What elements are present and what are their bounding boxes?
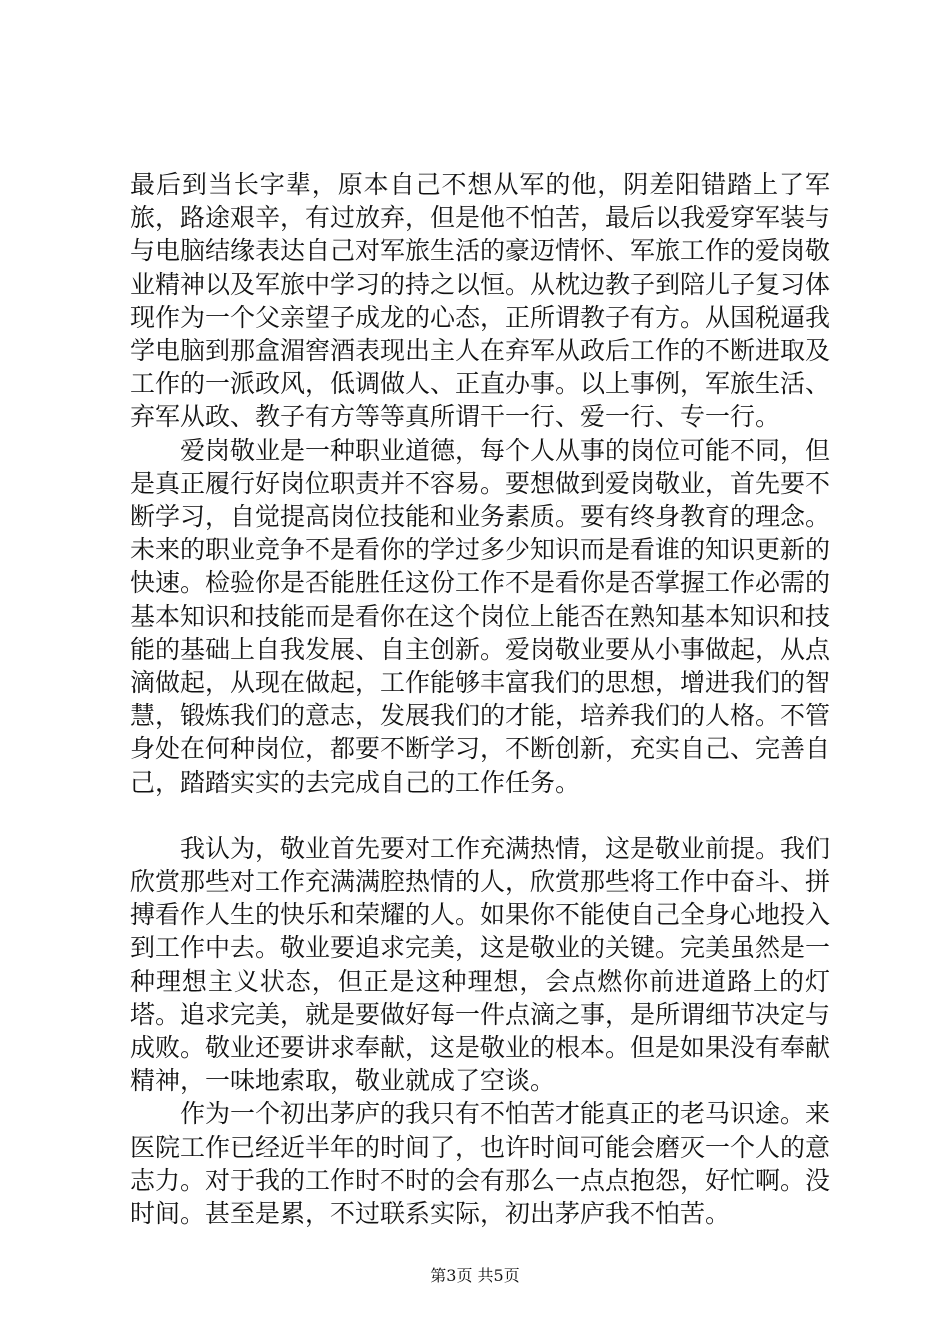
paragraph-4: 作为一个初出茅庐的我只有不怕苦才能真正的老马识途。来医院工作已经近半年的时间了，也许时间可能会磨灭一个人的意志力。对于我的工作时不时的会有那么一点点抱怨，好忙啊。没时间。甚至是累，不过联系实际，初出茅庐我不怕苦。 xyxy=(130,1099,831,1229)
paragraph-2: 爱岗敬业是一种职业道德，每个人从事的岗位可能不同，但是真正履行好岗位职责并不容易。要想做到爱岗敬业，首先要不断学习，自觉提高岗位技能和业务素质。要有终身教育的理念。未来的职业竞争不是看你的学过多少知识而是看谁的知识更新的快速。检验你是否能胜任这份工作不是看你是否掌握工作必需的基本知识和技能而是看你在这个岗位上能否在熟知基本知识和技能的基础上自我发展、自主创新。爱岗敬业要从小事做起，从点滴做起，从现在做起，工作能够丰富我们的思想，增进我们的智慧，锻炼我们的意志，发展我们的才能，培养我们的人格。不管身处在何种岗位，都要不断学习，不断创新，充实自己、完善自己，踏踏实实的去完成自己的工作任务。 xyxy=(130,435,831,797)
page-footer: 第3页 共5页 xyxy=(430,1266,520,1285)
document-body xyxy=(130,168,830,1230)
paragraph-gap xyxy=(130,799,830,832)
paragraph-1: 最后到当长字辈，原本自己不想从军的他，阴差阳错踏上了军旅，路途艰辛，有过放弃，但是他不怕苦，最后以我爱穿军装与与电脑结缘表达自己对军旅生活的豪迈情怀、军旅工作的爱岗敬业精神以及军旅中学习的持之以恒。从枕边教子到陪儿子复习体现作为一个父亲望子成龙的心态，正所谓教子有方。从国税逼我学电脑到那盒湄窖酒表现出主人在弃军从政后工作的不断进取及工作的一派政风，低调做人、正直办事。以上事例，军旅生活、弃军从政、教子有方等等真所谓干一行、爱一行、专一行。 xyxy=(130,170,831,432)
paragraph-3: 我认为，敬业首先要对工作充满热情，这是敬业前提。我们欣赏那些对工作充满满腔热情的人，欣赏那些将工作中奋斗、拼搏看作人生的快乐和荣耀的人。如果你不能使自己全身心地投入到工作中去。敬业要追求完美，这是敬业的关键。完美虽然是一种理想主义状态，但正是这种理想，会点燃你前进道路上的灯塔。追求完美，就是要做好每一件点滴之事，是所谓细节决定与成败。敬业还要讲求奉献，这是敬业的根本。但是如果没有奉献精神，一味地索取，敬业就成了空谈。 xyxy=(130,833,831,1096)
